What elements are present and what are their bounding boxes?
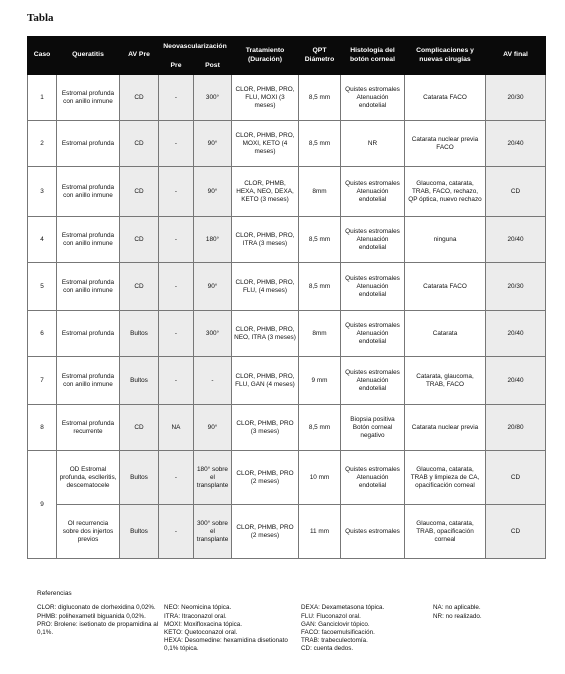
cell-qpt: 8mm [299,167,341,217]
references-title: Referencias [37,590,72,597]
reference-item: MOXI: Moxifloxacina tópica. [164,620,243,628]
cell-tratamiento: CLOR, PHMB, PRO, FLU, MOXI (3 meses) [232,75,299,121]
cell-queratitis: Estromal profunda con anillo inmune [57,217,120,263]
cell-tratamiento: CLOR, PHMB, PRO, FLU, (4 meses) [232,263,299,311]
cell-post: 180° [194,217,232,263]
cell-complicaciones: Catarata, glaucoma, TRAB, FACO [405,357,486,405]
cell-qpt: 11 mm [299,505,341,559]
cell-histologia: Quistes estromales Atenuación endotelial [341,263,405,311]
cell-qpt: 8,5 mm [299,263,341,311]
header-post: Post [194,59,232,75]
table-row [28,311,546,357]
cell-post: 90° [194,121,232,167]
cell-histologia: Quistes estromales Atenuación endotelial [341,357,405,405]
table-row [28,505,546,559]
cell-post: 300° [194,311,232,357]
cell-tratamiento: CLOR, PHMB, PRO, NEO, ITRA (3 meses) [232,311,299,357]
cell-av-pre: CD [120,121,159,167]
reference-item: PHMB: polihexametil biguanida 0,02%. [37,612,146,620]
cell-pre: - [159,311,194,357]
header-histologia: Histología del botón corneal [341,37,405,75]
cell-complicaciones: Catarata [405,311,486,357]
cell-av-final: CD [486,451,546,505]
header-pre: Pre [159,59,194,75]
references-col-1 [37,604,164,653]
cell-complicaciones: Catarata nuclear previa [405,405,486,451]
table-row [28,121,546,167]
cell-av-final: 20/40 [486,357,546,405]
reference-item: FACO: facoemulsificación. [301,628,375,636]
cell-av-final: 20/40 [486,121,546,167]
table-row [28,75,546,121]
table-row [28,451,546,505]
reference-item: TRAB: trabeculectomía. [301,637,368,645]
cell-tratamiento: CLOR, PHMB, PRO, ITRA (3 meses) [232,217,299,263]
cell-pre: - [159,75,194,121]
cell-av-pre: Bultos [120,505,159,559]
table-title: Tabla [27,12,54,24]
cell-histologia: Biopsia positiva Botón corneal negativo [341,405,405,451]
cell-caso: 7 [28,357,57,405]
cell-complicaciones: Glaucoma, catarata, TRAB y limpieza de CA, opacificación corneal [405,451,486,505]
table-row [28,263,546,311]
cell-caso: 5 [28,263,57,311]
header-av-final: AV final [486,37,546,75]
table-row [28,357,546,405]
cell-queratitis: Estromal profunda con anillo inmune [57,263,120,311]
cell-av-pre: CD [120,217,159,263]
cell-caso: 3 [28,167,57,217]
cell-av-final: 20/80 [486,405,546,451]
reference-item: KETO: Quetoconazol oral. [164,628,238,636]
header-complicaciones: Complicaciones y nuevas cirugías [405,37,486,75]
cell-pre: - [159,357,194,405]
cell-tratamiento: CLOR, PHMB, PRO (2 meses) [232,451,299,505]
cell-histologia: Quistes estromales Atenuación endotelial [341,451,405,505]
cell-queratitis: Estromal profunda [57,311,120,357]
cell-complicaciones: Glaucoma, catarata, TRAB, opacificación corneal [405,505,486,559]
cell-histologia: NR [341,121,405,167]
cell-complicaciones: Catarata FACO [405,75,486,121]
cell-complicaciones: Glaucoma, catarata, TRAB, FACO, rechazo, QP óptica, nuevo rechazo [405,167,486,217]
cell-pre: - [159,505,194,559]
cell-histologia: Quistes estromales [341,505,405,559]
cell-caso: 6 [28,311,57,357]
cell-qpt: 8mm [299,311,341,357]
cell-av-pre: Bultos [120,357,159,405]
header-qpt: QPT Diámetro [299,37,341,75]
cell-qpt: 9 mm [299,357,341,405]
cell-post: 90° [194,167,232,217]
header-queratitis: Queratitis [57,37,120,75]
reference-item: NA: no aplicable. [433,604,481,612]
reference-item: CD: cuenta dedos. [301,645,354,653]
header-caso: Caso [28,37,57,75]
cell-av-pre: CD [120,405,159,451]
cell-post: - [194,357,232,405]
cell-av-final: CD [486,505,546,559]
table-row [28,217,546,263]
cell-tratamiento: CLOR, PHMB, PRO, FLU, GAN (4 meses) [232,357,299,405]
cell-caso: 8 [28,405,57,451]
cell-queratitis: Estromal profunda recurrente [57,405,120,451]
cell-histologia: Quistes estromales Atenuación endotelial [341,75,405,121]
references [37,590,552,653]
header-neovascularizacion: Neovascularización [159,37,232,59]
cell-complicaciones: Catarata FACO [405,263,486,311]
cell-qpt: 8,5 mm [299,75,341,121]
cell-qpt: 8,5 mm [299,405,341,451]
cell-pre: - [159,167,194,217]
reference-item: CLOR: digluconato de clorhexidina 0,02%. [37,604,156,612]
cell-queratitis: OD Estromal profunda, esclleritis, descematocele [57,451,120,505]
cell-post: 300° [194,75,232,121]
header-av-pre: AV Pre [120,37,159,75]
cell-qpt: 10 mm [299,451,341,505]
cell-pre: - [159,263,194,311]
cell-pre: NA [159,405,194,451]
cell-av-pre: CD [120,167,159,217]
cell-post: 300° sobre el transplante [194,505,232,559]
cell-av-final: 20/30 [486,75,546,121]
cell-qpt: 8,5 mm [299,121,341,167]
cell-av-final: 20/30 [486,263,546,311]
cell-av-final: 20/40 [486,217,546,263]
cell-complicaciones: Catarata nuclear previa FACO [405,121,486,167]
references-col-3 [301,604,433,653]
reference-item: PRO: Brolene: isetionato de propamidina al 0,1%. [37,620,159,636]
cell-queratitis: Estromal profunda con anillo inmune [57,357,120,405]
cell-av-pre: CD [120,263,159,311]
cell-caso: 4 [28,217,57,263]
cell-tratamiento: CLOR, PHMB, HEXA, NEO, DEXA, KETO (3 meses) [232,167,299,217]
reference-item: ITRA: Itraconazol oral. [164,612,227,620]
cell-caso: 2 [28,121,57,167]
cell-pre: - [159,451,194,505]
cell-av-final: CD [486,167,546,217]
reference-item: DEXA: Dexametasona tópica. [301,604,385,612]
cell-av-pre: Bultos [120,451,159,505]
cell-histologia: Quistes estromales Atenuación endotelial [341,311,405,357]
reference-item: NR: no realizado. [433,612,482,620]
cell-post: 90° [194,263,232,311]
header-tratamiento: Tratamiento (Duración) [232,37,299,75]
reference-item: HEXA: Desomedine: hexamidina disetionato 0,1% tópica. [164,637,288,653]
cell-histologia: Quistes estromales Atenuación endotelial [341,217,405,263]
cell-queratitis: Estromal profunda con anillo inmune [57,167,120,217]
cell-tratamiento: CLOR, PHMB, PRO (3 meses) [232,405,299,451]
cell-av-pre: CD [120,75,159,121]
cell-tratamiento: CLOR, PHMB, PRO (2 meses) [232,505,299,559]
cell-pre: - [159,217,194,263]
table-row [28,405,546,451]
cell-post: 90° [194,405,232,451]
cell-queratitis: Estromal profunda [57,121,120,167]
reference-item: FLU: Fluconazol oral. [301,612,361,620]
results-table [27,36,546,559]
cell-pre: - [159,121,194,167]
references-col-2 [164,604,301,653]
cell-av-pre: Bultos [120,311,159,357]
cell-queratitis: Estromal profunda con anillo inmune [57,75,120,121]
references-col-4 [433,604,533,653]
table-row [28,167,546,217]
cell-post: 180° sobre el transplante [194,451,232,505]
cell-qpt: 8,5 mm [299,217,341,263]
cell-histologia: Quistes estromales Atenuación endotelial [341,167,405,217]
cell-caso: 1 [28,75,57,121]
cell-tratamiento: CLOR, PHMB, PRO, MOXI, KETO (4 meses) [232,121,299,167]
cell-queratitis: OI recurrencia sobre dos injertos previos [57,505,120,559]
cell-complicaciones: ninguna [405,217,486,263]
reference-item: GAN: Ganciclovir tópico. [301,620,370,628]
cell-caso: 9 [28,451,57,559]
cell-av-final: 20/40 [486,311,546,357]
reference-item: NEO: Neomicina tópica. [164,604,232,612]
